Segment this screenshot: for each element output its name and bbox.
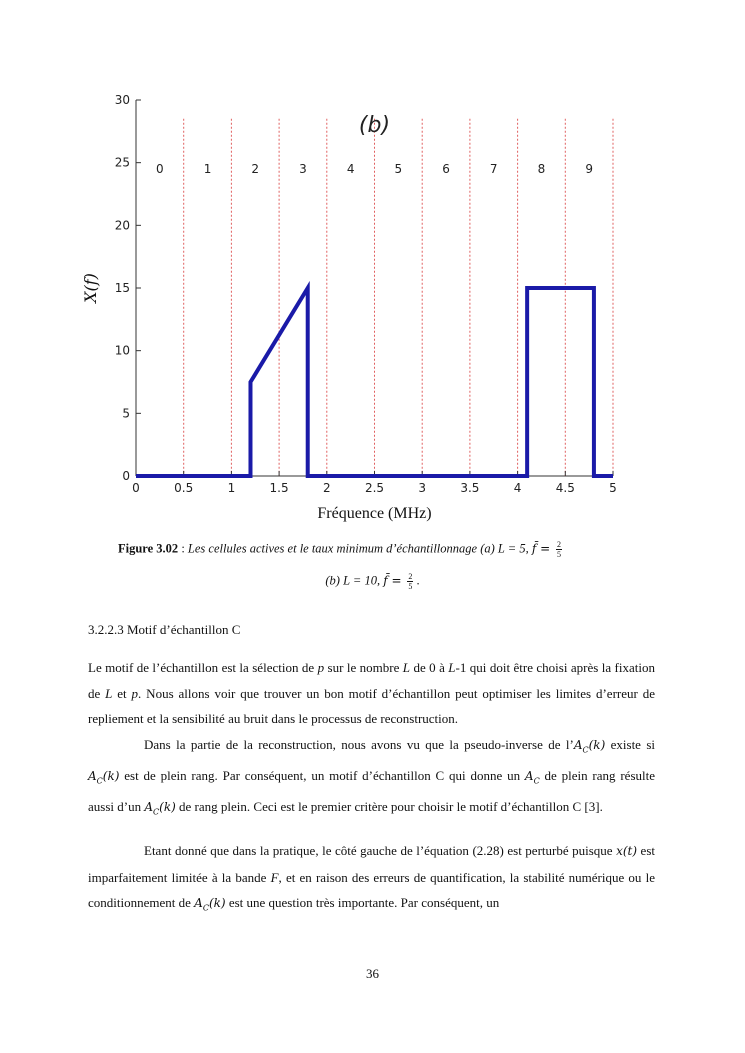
fraction: $\frac{2}{5}$ [408, 572, 413, 591]
paragraph-1: Le motif de l’échantillon est la sélection de p sur le nombre L de 0 à L-1 qui doit être choisi après la fixation de L et p. Nous allons voir que trouver un bon motif d’échantillon peut optimiser les limites d’erreur de repliement et la sensibilité au bruit dans le processus de reconstruction. [88, 660, 655, 726]
cell-label-4: 4 [346, 161, 355, 176]
cell-label-0: 0 [156, 161, 164, 176]
figure-caption-line1: Figure 3.02 : Les cellules actives et le taux minimum d’échantillonnage (a) L = 5, f̄ = $\frac{2}{5}$ [118, 540, 561, 559]
x-tick-label: 3.5 [460, 481, 480, 495]
x-tick-label: 3 [418, 481, 427, 495]
cell-label-6: 6 [442, 161, 450, 176]
x-tick-label: 4 [513, 481, 522, 495]
figure-caption-line2: (b) L = 10, f̄ = $\frac{2}{5}$ . [325, 572, 420, 591]
y-axis-label: X(f) [81, 273, 100, 303]
x-tick-label: 2.5 [364, 481, 385, 495]
y-tick-label: 20 [114, 218, 130, 233]
chart-title: (b) [358, 113, 391, 138]
y-tick-label: 5 [122, 406, 130, 421]
section-heading: 3.2.2.3 Motif d’échantillon C [88, 622, 241, 637]
cell-label-1: 1 [203, 161, 212, 176]
y-tick-label: 30 [114, 93, 130, 107]
x-tick-label: 0 [132, 481, 140, 495]
page-number: 36 [366, 966, 379, 981]
paragraph-3: Etant donné que dans la pratique, le côté gauche de l’équation (2.28) est perturbé puisque x(t) est imparfaitement limitée à la bande F, et en raison des erreurs de quantification, la stabilité numérique ou le conditionnement de $A_C(k)$ est une question très importante. Par conséquent, un [88, 843, 655, 913]
x-tick-label: 1.5 [269, 481, 289, 495]
cell-label-9: 9 [585, 161, 593, 176]
caption-text: Les cellules actives et le taux minimum d’échantillonnage (a) L = 5, [187, 541, 532, 556]
x-tick-label: 5 [609, 481, 617, 495]
cell-label-5: 5 [394, 161, 403, 176]
y-tick-label: 25 [114, 155, 130, 170]
x-axis-label: Fréquence (MHz) [317, 505, 432, 522]
cell-label-3: 3 [299, 161, 307, 176]
cell-label-7: 7 [489, 161, 498, 176]
x-tick-label: 1 [227, 481, 236, 495]
x-tick-label: 4.5 [555, 481, 575, 495]
x-tick-label: 0.5 [174, 481, 194, 495]
x-tick-label: 2 [322, 481, 331, 495]
cell-label-2: 2 [251, 161, 260, 176]
paragraph-2: Dans la partie de la reconstruction, nous avons vu que la pseudo-inverse de $l’A_C(k)$ existe si $A_C(k)$ est de plein rang. Par conséquent, un motif d’échantillon C qui donne un $A_C$ de plein rang résulte aussi d’un $A_C(k)$ de rang plein. Ceci est le premier critère pour choisir le motif d’échantillon C [3]. [88, 737, 655, 817]
y-tick-label: 0 [122, 469, 130, 483]
spectrum-chart [80, 88, 640, 523]
y-tick-label: 15 [114, 281, 130, 295]
caption-label: Figure 3.02 [118, 541, 179, 556]
figure [80, 88, 640, 523]
cell-label-8: 8 [537, 161, 546, 176]
fraction: $\frac{2}{5}$ [556, 540, 561, 559]
y-tick-label: 10 [114, 343, 130, 358]
